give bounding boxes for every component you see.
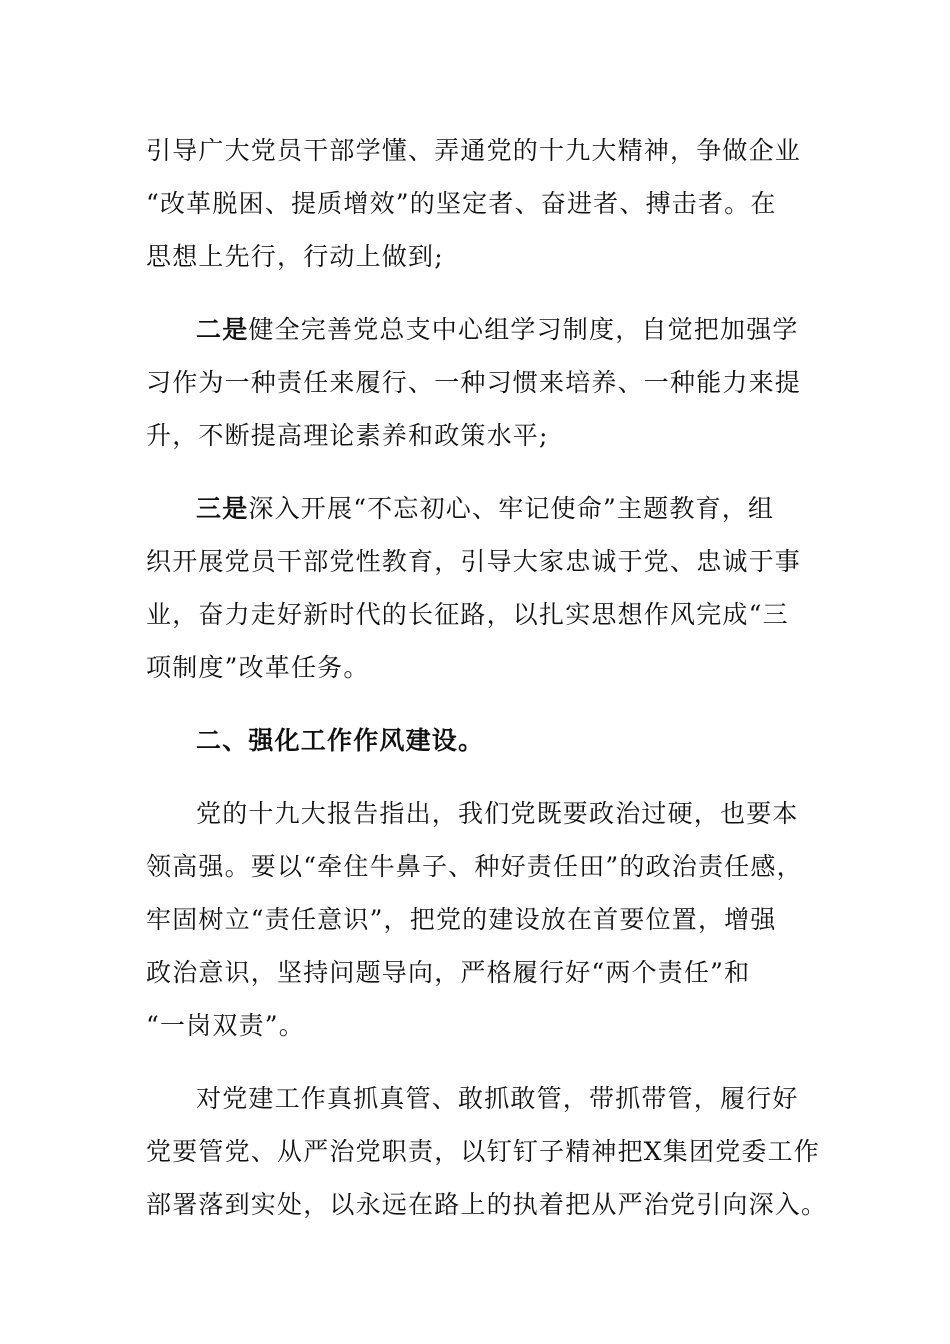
paragraph-line: 部署落到实处，以永远在路上的执着把从严治党引向深入。 [146, 1190, 828, 1219]
paragraph-gap [146, 767, 811, 787]
paragraph-line: 项制度”改革任务。 [146, 653, 370, 682]
document-body [146, 124, 828, 1231]
section-heading: 二、强化工作作风建设。 [196, 726, 485, 755]
paragraph-2 [146, 303, 811, 462]
paragraph-first-line [146, 482, 811, 535]
paragraph-gap [146, 283, 811, 303]
paragraph-first-line: 对党建工作真抓真管、敢抓敢管，带抓带管，履行好 [196, 1084, 799, 1113]
paragraph-5 [146, 1072, 828, 1231]
paragraph-line: 织开展党员干部党性教育，引导大家忠诚于党、忠诚于事 [146, 547, 802, 576]
paragraph-gap [146, 694, 811, 714]
paragraph-line: 深入开展“不忘初心、牢记使命”主题教育，组 [248, 494, 775, 523]
paragraph-line: 健全完善党总支中心组学习制度，自觉把加强学 [248, 315, 799, 344]
paragraph-lead: 二是 [196, 315, 249, 344]
paragraph-first-line [146, 303, 811, 356]
paragraph-line: 党要管党、从严治党职责，以钉钉子精神把X集团党委工作 [146, 1137, 821, 1166]
paragraph-4 [146, 787, 811, 1052]
paragraph-line: “一岗双责”。 [146, 1011, 305, 1040]
paragraph-line: 习作为一种责任来履行、一种习惯来培养、一种能力来提 [146, 368, 802, 397]
paragraph-gap [146, 462, 811, 482]
paragraph-3 [146, 482, 811, 694]
paragraph-1 [146, 124, 811, 283]
paragraph-first-line: 党的十九大报告指出，我们党既要政治过硬，也要本 [196, 799, 799, 828]
paragraph-line: 业，奋力走好新时代的长征路，以扎实思想作风完成“三 [146, 600, 789, 629]
paragraph-line: 领高强。要以“牵住牛鼻子、种好责任田”的政治责任感， [146, 852, 803, 881]
paragraph-gap [146, 1052, 811, 1072]
paragraph-line: 思想上先行，行动上做到; [146, 242, 444, 271]
paragraph-line: 政治意识，坚持问题导向，严格履行好“两个责任”和 [146, 958, 751, 987]
paragraph-line: 牢固树立“责任意识”，把党的建设放在首要位置，增强 [146, 905, 777, 934]
paragraph-line: 升，不断提高理论素养和政策水平; [146, 421, 549, 450]
paragraph-line: “改革脱困、提质增效”的坚定者、奋进者、搏击者。在 [146, 189, 777, 218]
paragraph-line: 引导广大党员干部学懂、弄通党的十九大精神，争做企业 [146, 136, 802, 165]
paragraph-lead: 三是 [196, 494, 249, 523]
